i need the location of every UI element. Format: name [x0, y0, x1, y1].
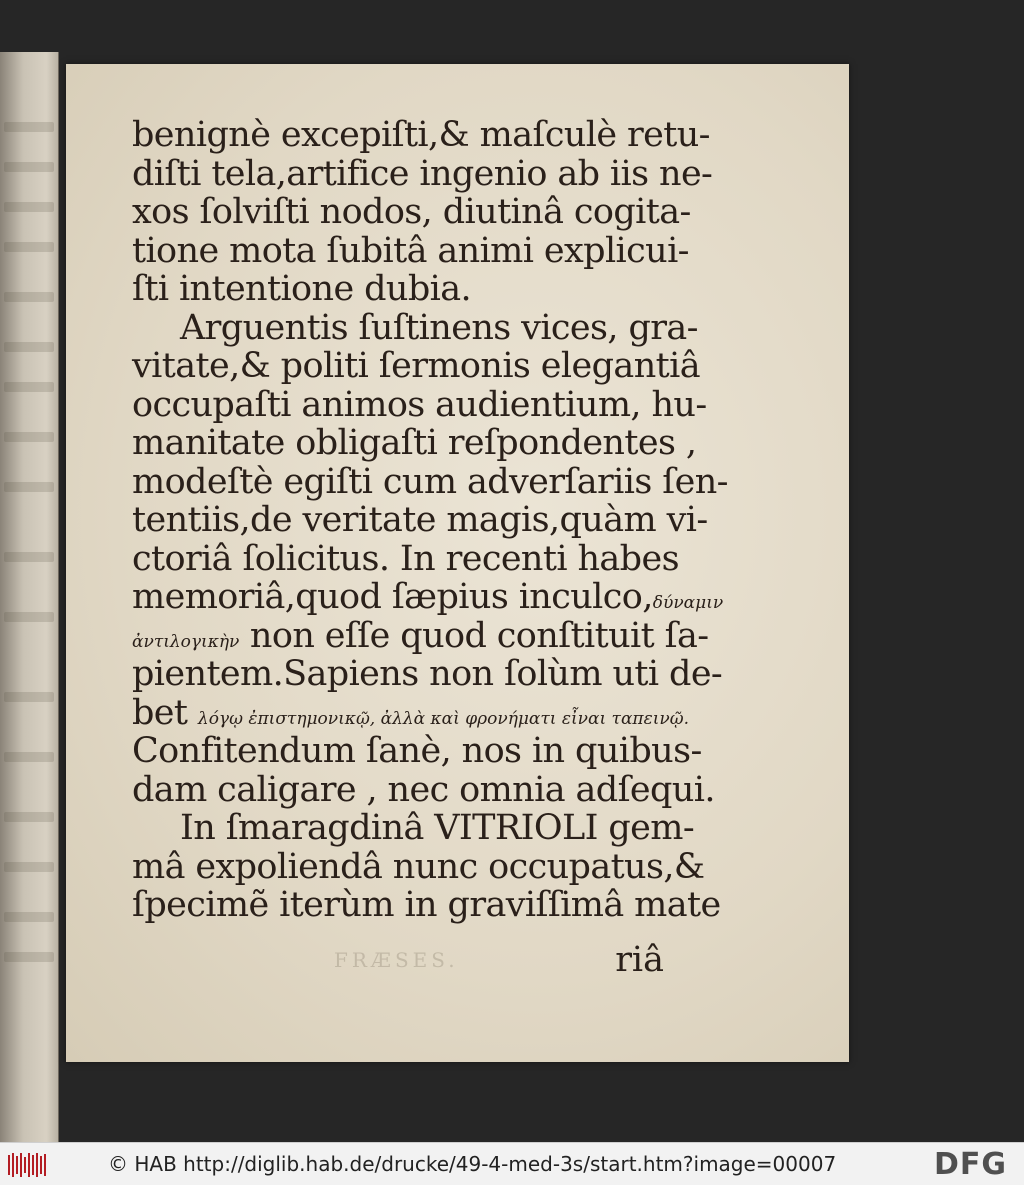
text-line: tione mota ſubitâ animi explicui-	[132, 230, 689, 271]
greek-word: ἀντιλογικὴν	[132, 631, 240, 652]
text-line: ſpecimẽ iterùm in graviſſimâ mate	[132, 885, 721, 925]
source-url[interactable]: © HAB http://diglib.hab.de/drucke/49-4-med-3s/start.htm?image=00007	[108, 1152, 837, 1176]
adjacent-page-edge	[0, 52, 59, 1142]
text-line: ctoriâ ſolicitus. In recenti habes	[132, 538, 679, 579]
text-line: vitate,& politi ſermonis elegantiâ	[132, 346, 700, 386]
text-line-part: non eſſe quod conſtituit ſa-	[249, 615, 709, 656]
show-through-text: FRÆSES.	[334, 948, 459, 972]
text-line-part: memoriâ,quod ſæpius inculco,	[132, 577, 653, 617]
text-line: manitate obligaſti reſpondentes ,	[132, 423, 697, 463]
text-line-part: bet	[132, 692, 188, 733]
text-line	[132, 615, 709, 656]
greek-phrase: λόγῳ ἐπιστημονικῷ, ἀλλὰ καὶ φρονήματι εἶναι ταπεινῷ.	[197, 708, 689, 729]
text-line: xos ſolviſti nodos, diutinâ cogita-	[132, 192, 691, 232]
text-line: modeſtè egiſti cum adverſariis ſen-	[132, 461, 728, 502]
text-line: Arguentis ſuſtinens vices, gra-	[180, 307, 698, 348]
text-line: dam caligare , nec omnia adſequi.	[132, 769, 715, 810]
book-page	[66, 64, 849, 1062]
text-line: benignè excepiſti,& maſculè retu-	[132, 115, 710, 155]
greek-word: δύναμιν	[652, 593, 724, 613]
text-line: occupaſti animos audientium, hu-	[132, 384, 707, 425]
text-line: mâ expoliendâ nunc occupatus,&	[132, 846, 705, 887]
text-line	[132, 692, 689, 733]
text-line	[132, 577, 724, 617]
text-line: tentiis,de veritate magis,quàm vi-	[132, 500, 708, 540]
footer-bar	[0, 1142, 1024, 1185]
text-line: diſti tela,artifice ingenio ab iis ne-	[132, 153, 713, 194]
text-line: In ſmaragdinâ VITRIOLI gem-	[180, 808, 695, 848]
text-line: pientem.Sapiens non ſolùm uti de-	[132, 654, 723, 694]
page-text	[132, 115, 728, 925]
hab-barcode-icon	[6, 1151, 48, 1179]
catchword: riâ	[615, 940, 664, 980]
dfg-logo: DFG	[934, 1147, 1008, 1182]
text-line: Confitendum ſanè, nos in quibus-	[132, 731, 702, 771]
text-line: ſti intentione dubia.	[132, 269, 472, 309]
